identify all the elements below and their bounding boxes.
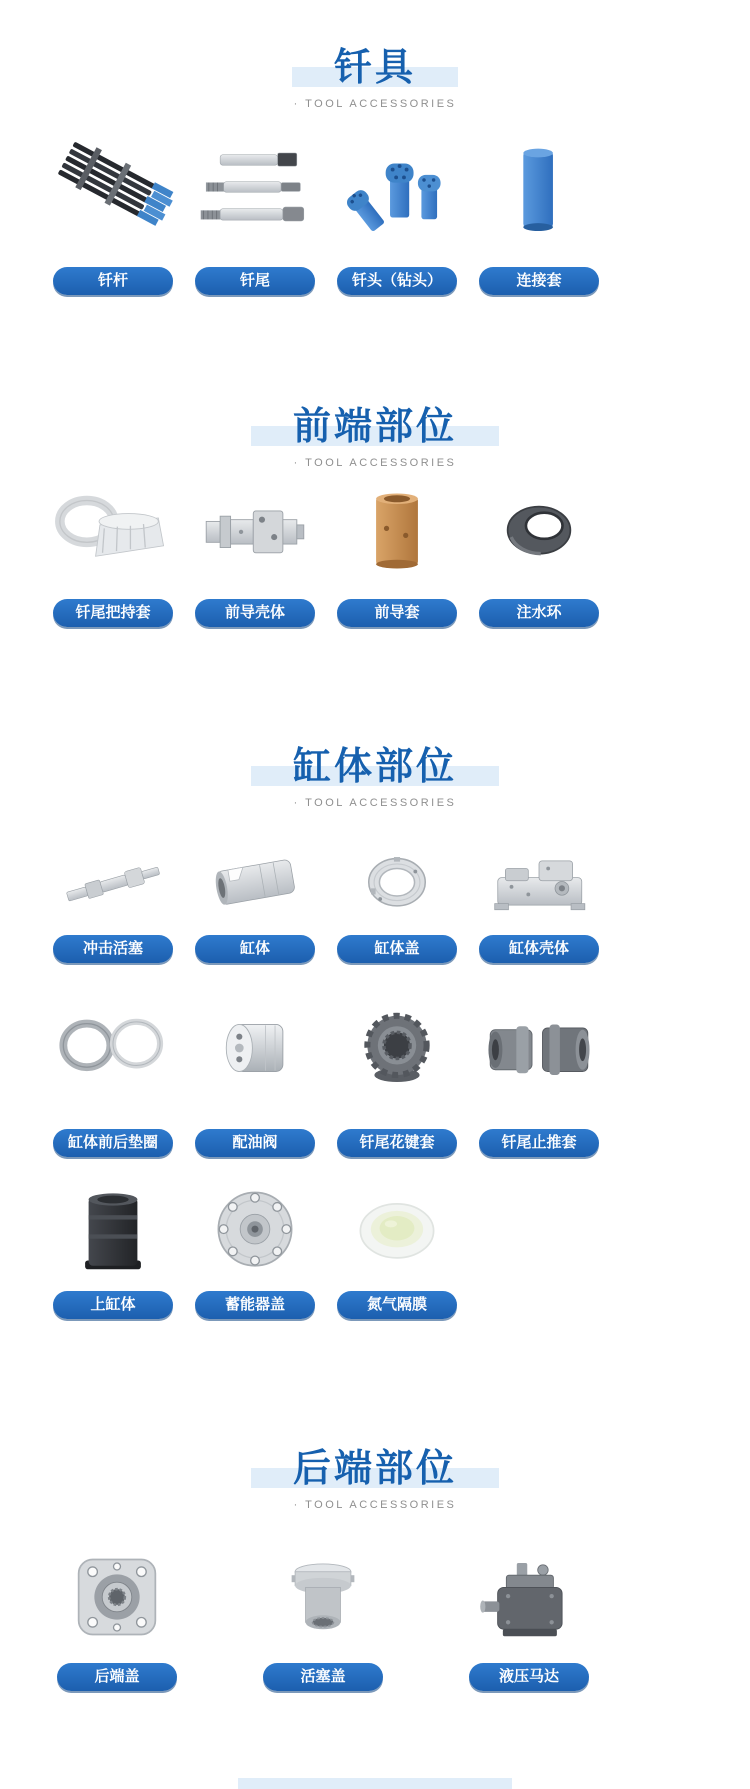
section-tool-accessories (0, 0, 750, 295)
shank-spline-sleeve-button[interactable]: 钎尾花键套 (337, 1129, 457, 1157)
product-row (0, 841, 750, 963)
product-image-cylinder-body[interactable] (194, 841, 316, 925)
drill-rods-illustration (52, 138, 174, 243)
product-image-upper-cylinder[interactable] (52, 1181, 174, 1279)
product-image-shank-spline-sleeve[interactable] (336, 985, 458, 1111)
product-image-oil-distribution-valve[interactable] (194, 985, 316, 1111)
product-cell (194, 841, 316, 963)
hydraulic-motor-illustration (468, 1541, 590, 1653)
cylinder-housing-illustration (478, 841, 600, 925)
cylinder-cover-illustration (336, 841, 458, 925)
shank-retainer-sleeve-illustration (52, 473, 174, 589)
cylinder-washers-button[interactable]: 缸体前后垫圈 (53, 1129, 173, 1157)
product-image-cylinder-washers[interactable] (52, 985, 174, 1111)
product-cell (336, 985, 458, 1157)
section-title-wrap (251, 405, 499, 449)
product-cell (336, 841, 458, 963)
product-image-drill-rods[interactable] (52, 138, 174, 243)
water-injection-ring-illustration (478, 473, 600, 589)
section-subtitle: · TOOL ACCESSORIES (293, 1499, 457, 1511)
piston-cover-illustration (262, 1541, 384, 1653)
product-cell (336, 473, 458, 627)
product-image-piston-cover[interactable] (262, 1541, 384, 1653)
cylinder-washers-illustration (52, 985, 174, 1111)
product-image-coupling-sleeve[interactable] (478, 138, 600, 243)
cylinder-body-button[interactable]: 缸体 (195, 935, 315, 963)
coupling-sleeve-illustration (478, 138, 600, 243)
coupling-sleeve-button[interactable]: 连接套 (479, 267, 599, 295)
product-image-shank-retainer-sleeve[interactable] (52, 473, 174, 589)
product-row (0, 473, 750, 627)
nitrogen-diaphragm-illustration (336, 1181, 458, 1279)
section-title: 缸体部位 (292, 746, 457, 788)
drill-bits-button[interactable]: 钎头（钻头） (337, 267, 457, 295)
drill-rods-button[interactable]: 钎杆 (53, 267, 173, 295)
section-subtitle: · TOOL ACCESSORIES (293, 457, 457, 469)
section-title-wrap (251, 745, 499, 789)
section-header (0, 1447, 750, 1513)
product-cell (52, 841, 174, 963)
product-image-front-guide-housing[interactable] (194, 473, 316, 589)
product-image-front-guide-sleeve[interactable] (336, 473, 458, 589)
section-title: 后端部位 (292, 1448, 457, 1490)
product-image-cylinder-housing[interactable] (478, 841, 600, 925)
oil-distribution-valve-button[interactable]: 配油阀 (195, 1129, 315, 1157)
section-rear-end-parts (0, 1447, 750, 1691)
product-cell (464, 1541, 594, 1691)
product-cell (336, 1181, 458, 1319)
cylinder-body-illustration (194, 841, 316, 925)
product-image-cylinder-cover[interactable] (336, 841, 458, 925)
product-cell (194, 473, 316, 627)
piston-cover-button[interactable]: 活塞盖 (263, 1663, 383, 1691)
product-row (0, 138, 750, 295)
product-row (0, 1181, 750, 1319)
shank-adapters-illustration (194, 138, 316, 243)
oil-distribution-valve-illustration (194, 985, 316, 1111)
product-cell (52, 1181, 174, 1319)
front-guide-housing-illustration (194, 473, 316, 589)
product-image-hydraulic-motor[interactable] (468, 1541, 590, 1653)
accumulator-cover-button[interactable]: 蓄能器盖 (195, 1291, 315, 1319)
section-subtitle: · TOOL ACCESSORIES (293, 98, 457, 110)
product-image-drill-bits[interactable] (336, 138, 458, 243)
section-header (0, 745, 750, 811)
front-guide-sleeve-illustration (336, 473, 458, 589)
impact-piston-button[interactable]: 冲击活塞 (53, 935, 173, 963)
product-image-impact-piston[interactable] (52, 841, 174, 925)
drill-bits-illustration (336, 138, 458, 243)
section-title: 前端部位 (292, 406, 457, 448)
product-image-shank-thrust-sleeve[interactable] (478, 985, 600, 1111)
product-cell (52, 138, 174, 295)
section-subtitle: · TOOL ACCESSORIES (293, 797, 457, 809)
product-cell (194, 985, 316, 1157)
product-image-shank-adapters[interactable] (194, 138, 316, 243)
product-cell (52, 473, 174, 627)
section-header (0, 46, 750, 112)
rear-end-cover-illustration (56, 1541, 178, 1653)
section-title-wrap (292, 46, 458, 90)
upper-cylinder-illustration (52, 1181, 174, 1279)
section-front-end-parts (0, 405, 750, 627)
product-cell (52, 1541, 182, 1691)
shank-spline-sleeve-illustration (336, 985, 458, 1111)
front-guide-housing-button[interactable]: 前导壳体 (195, 599, 315, 627)
upper-cylinder-button[interactable]: 上缸体 (53, 1291, 173, 1319)
hydraulic-motor-button[interactable]: 液压马达 (469, 1663, 589, 1691)
next-section-band (238, 1778, 512, 1789)
product-cell (478, 841, 600, 963)
shank-thrust-sleeve-button[interactable]: 钎尾止推套 (479, 1129, 599, 1157)
product-cell (258, 1541, 388, 1691)
section-header (0, 405, 750, 471)
rear-end-cover-button[interactable]: 后端盖 (57, 1663, 177, 1691)
product-cell (194, 138, 316, 295)
product-image-water-injection-ring[interactable] (478, 473, 600, 589)
cylinder-cover-button[interactable]: 缸体盖 (337, 935, 457, 963)
product-cell (52, 985, 174, 1157)
product-image-nitrogen-diaphragm[interactable] (336, 1181, 458, 1279)
product-cell (478, 473, 600, 627)
product-cell (194, 1181, 316, 1319)
product-image-rear-end-cover[interactable] (56, 1541, 178, 1653)
section-title-wrap (251, 1447, 499, 1491)
product-image-accumulator-cover[interactable] (194, 1181, 316, 1279)
section-title: 钎具 (333, 47, 416, 89)
shank-retainer-sleeve-button[interactable]: 钎尾把持套 (53, 599, 173, 627)
product-cell (478, 138, 600, 295)
product-cell (478, 985, 600, 1157)
cylinder-housing-button[interactable]: 缸体壳体 (479, 935, 599, 963)
product-cell (336, 138, 458, 295)
impact-piston-illustration (52, 841, 174, 925)
nitrogen-diaphragm-button[interactable]: 氮气隔膜 (337, 1291, 457, 1319)
section-cylinder-parts (0, 745, 750, 1319)
product-row (0, 1541, 750, 1691)
front-guide-sleeve-button[interactable]: 前导套 (337, 599, 457, 627)
accumulator-cover-illustration (194, 1181, 316, 1279)
shank-adapters-button[interactable]: 钎尾 (195, 267, 315, 295)
product-row (0, 985, 750, 1157)
shank-thrust-sleeve-illustration (478, 985, 600, 1111)
water-injection-ring-button[interactable]: 注水环 (479, 599, 599, 627)
